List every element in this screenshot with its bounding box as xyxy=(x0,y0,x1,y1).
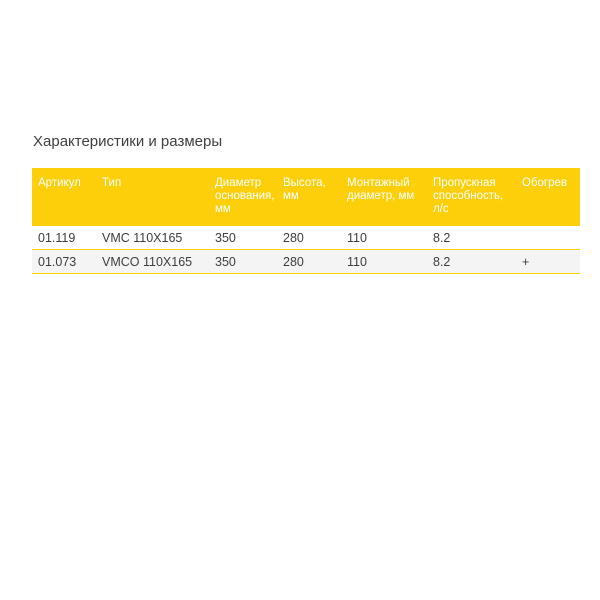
cell-type: VMCO 110X165 xyxy=(96,250,209,274)
table-header-row xyxy=(32,168,580,226)
cell-base-diameter: 350 xyxy=(209,250,277,274)
column-header-heating: Обогрев xyxy=(522,177,568,189)
cell-base-diameter: 350 xyxy=(209,226,277,250)
cell-throughput: 8.2 xyxy=(427,250,516,274)
specs-table xyxy=(32,168,580,274)
cell-article: 01.073 xyxy=(32,250,96,274)
section-title: Характеристики и размеры xyxy=(33,133,223,150)
column-header-type: Тип xyxy=(102,177,122,189)
column-header-throughput: Пропускная способность, л/с xyxy=(433,177,504,215)
column-header-article: Артикул xyxy=(38,177,81,189)
column-header-height: Высота, мм xyxy=(283,177,326,202)
cell-heating: + xyxy=(516,250,580,274)
table-row xyxy=(32,250,580,274)
cell-height: 280 xyxy=(277,226,341,250)
column-header-base-diameter: Диаметр основания, мм xyxy=(215,177,275,215)
cell-mounting-diameter: 110 xyxy=(341,226,427,250)
table-row xyxy=(32,226,580,250)
cell-mounting-diameter: 110 xyxy=(341,250,427,274)
column-header-mounting-diameter: Монтажный диаметр, мм xyxy=(347,177,415,202)
cell-type: VMC 110X165 xyxy=(96,226,209,250)
cell-height: 280 xyxy=(277,250,341,274)
cell-heating xyxy=(516,226,580,250)
cell-article: 01.119 xyxy=(32,226,96,250)
cell-throughput: 8.2 xyxy=(427,226,516,250)
